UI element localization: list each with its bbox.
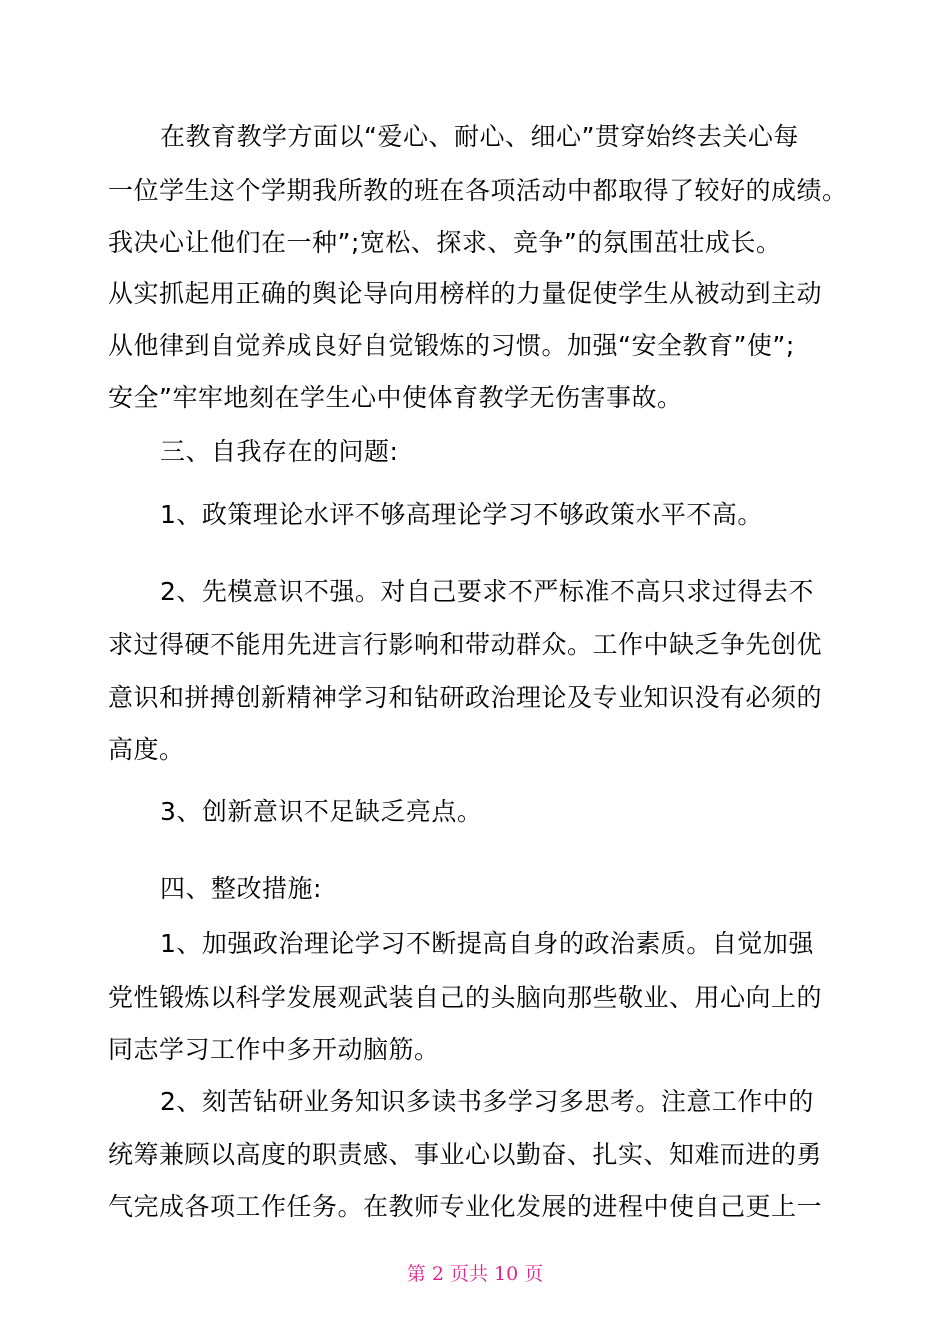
text-line: 2、先模意识不强。对自己要求不严标准不高只求过得去不 xyxy=(160,577,814,606)
text-line: 统筹兼顾以高度的职责感、事业心以勤奋、扎实、知难而进的勇 xyxy=(108,1140,823,1169)
text-line: 从他律到自觉养成良好自觉锻炼的习惯。加强“安全教育”使”; xyxy=(108,331,795,360)
section-heading: 四、整改措施: xyxy=(160,874,322,903)
text-line: 一位学生这个学期我所教的班在各项活动中都取得了较好的成绩。 xyxy=(108,176,848,205)
page-number-footer: 第 2 页共 10 页 xyxy=(406,1263,544,1285)
list-item: 3、创新意识不足缺乏亮点。 xyxy=(160,797,483,826)
text-line: 1、加强政治理论学习不断提高自身的政治素质。自觉加强 xyxy=(160,929,814,958)
text-line: 从实抓起用正确的舆论导向用榜样的力量促使学生从被动到主动 xyxy=(108,279,823,308)
text-line: 在教育教学方面以“爱心、耐心、细心”贯穿始终去关心每 xyxy=(160,122,799,151)
text-line: 党性锻炼以科学发展观武装自己的头脑向那些敬业、用心向上的 xyxy=(108,983,823,1012)
list-item: 1、政策理论水评不够高理论学习不够政策水平不高。 xyxy=(160,500,763,529)
text-line: 气完成各项工作任务。在教师专业化发展的进程中使自己更上一 xyxy=(108,1192,823,1221)
text-line: 意识和拼搏创新精神学习和钻研政治理论及专业知识没有必须的 xyxy=(108,683,823,712)
text-line: 同志学习工作中多开动脑筋。 xyxy=(108,1035,440,1064)
text-line: 求过得硬不能用先进言行影响和带动群众。工作中缺乏争先创优 xyxy=(108,630,823,659)
text-line: 安全”牢牢地刻在学生心中使体育教学无伤害事故。 xyxy=(108,383,683,412)
text-line: 高度。 xyxy=(108,735,185,764)
section-heading: 三、自我存在的问题: xyxy=(160,437,399,466)
text-line: 我决心让他们在一种”;宽松、探求、竞争”的氛围茁壮成长。 xyxy=(108,228,782,257)
text-line: 2、刻苦钻研业务知识多读书多学习多思考。注意工作中的 xyxy=(160,1087,814,1116)
